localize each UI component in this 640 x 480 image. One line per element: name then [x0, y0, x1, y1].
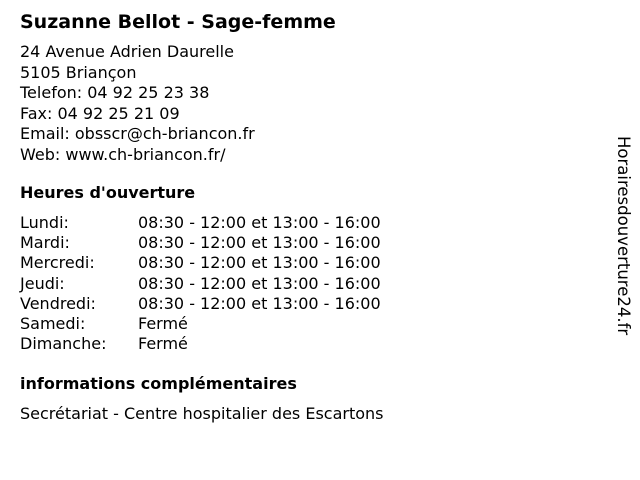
hours-row-wednesday	[20, 253, 600, 273]
day-label: Lundi:	[20, 213, 69, 232]
business-card	[20, 8, 600, 424]
day-label: Vendredi:	[20, 293, 96, 313]
hours-row-sunday	[20, 334, 600, 354]
address-street: 24 Avenue Adrien Daurelle	[20, 42, 234, 61]
hours-row-monday	[20, 213, 600, 233]
website-url: Web: www.ch-briancon.fr/	[20, 144, 226, 164]
address-city: 5105 Briançon	[20, 62, 137, 82]
email-address: Email: obsscr@ch-briancon.fr	[20, 124, 255, 143]
day-label: Dimanche:	[20, 334, 107, 354]
contact-block	[20, 42, 600, 165]
day-label: Samedi:	[20, 314, 86, 334]
opening-hours-heading: Heures d'ouverture	[20, 183, 196, 202]
business-title: Suzanne Bellot - Sage-femme	[20, 11, 336, 33]
fax-number: Fax: 04 92 25 21 09	[20, 103, 180, 123]
additional-info-text: Secrétariat - Centre hospitalier des Escartons	[20, 404, 384, 424]
site-watermark: Horairesdouverture24.fr	[614, 136, 633, 336]
hours-row-friday	[20, 294, 600, 314]
opening-hours-table	[20, 213, 600, 354]
additional-info-heading: informations complémentaires	[20, 374, 297, 394]
time-value: 08:30 - 12:00 et 13:00 - 16:00	[138, 253, 381, 273]
time-value: 08:30 - 12:00 et 13:00 - 16:00	[138, 273, 381, 293]
time-value: Fermé	[138, 334, 188, 354]
day-label: Mercredi:	[20, 253, 95, 273]
day-label: Jeudi:	[20, 273, 65, 293]
time-value: 08:30 - 12:00 et 13:00 - 16:00	[138, 293, 381, 313]
hours-row-thursday	[20, 274, 600, 294]
hours-row-tuesday	[20, 233, 600, 253]
time-value: Fermé	[138, 314, 188, 334]
time-value: 08:30 - 12:00 et 13:00 - 16:00	[138, 233, 381, 253]
day-label: Mardi:	[20, 233, 70, 253]
phone-number: Telefon: 04 92 25 23 38	[20, 83, 210, 102]
time-value: 08:30 - 12:00 et 13:00 - 16:00	[138, 213, 381, 232]
hours-row-saturday	[20, 314, 600, 334]
